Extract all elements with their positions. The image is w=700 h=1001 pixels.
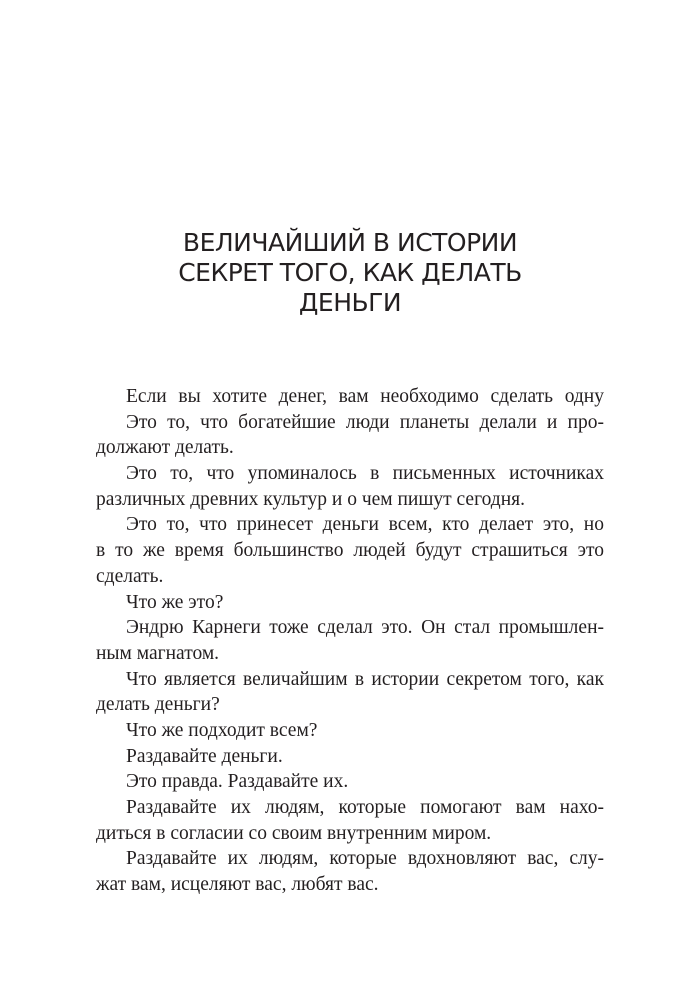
text-line: в то же время большинство людей будут страшиться это	[96, 540, 604, 562]
text-line: сделать.	[96, 565, 164, 587]
chapter-title-line: ВЕЛИЧАЙШИЙ В ИСТОРИИ	[182, 228, 518, 257]
text-line: Что является величайшим в истории секретом того, как	[126, 668, 604, 690]
text-line: Если вы хотите денег, вам необходимо сделать одну	[126, 386, 604, 407]
chapter-title-line: ДЕНЬГИ	[298, 288, 402, 317]
text-line: диться в согласии со своим внутренним миром.	[96, 822, 492, 844]
text-line: Эндрю Карнеги тоже сделал это. Он стал промышлен-	[126, 617, 604, 639]
body-text	[96, 384, 604, 898]
text-line: Это то, что упоминалось в письменных источниках	[126, 463, 604, 485]
text-line: жат вам, исцеляют вас, любят вас.	[96, 874, 379, 896]
text-line: делать деньги?	[96, 694, 220, 716]
text-line: Что же подходит всем?	[126, 719, 318, 741]
text-line: Что же это?	[126, 591, 224, 613]
text-line: различных древних культур и о чем пишут сегодня.	[96, 488, 525, 510]
chapter-title	[0, 228, 700, 318]
text-line: Раздавайте их людям, которые вдохновляют вас, слу-	[126, 848, 604, 870]
text-line: ным магнатом.	[96, 642, 220, 664]
text-line: Раздавайте деньги.	[126, 745, 283, 767]
text-line: Это то, что принесет деньги всем, кто делает это, но	[126, 514, 604, 536]
text-line: должают делать.	[96, 437, 234, 459]
chapter-title-line: СЕКРЕТ ТОГО, КАК ДЕЛАТЬ	[178, 258, 522, 287]
text-line: Раздавайте их людям, которые помогают вам нахо-	[126, 797, 604, 818]
text-line: Это то, что богатейшие люди планеты делали и про-	[126, 411, 604, 433]
text-line: Это правда. Раздавайте их.	[126, 771, 349, 793]
